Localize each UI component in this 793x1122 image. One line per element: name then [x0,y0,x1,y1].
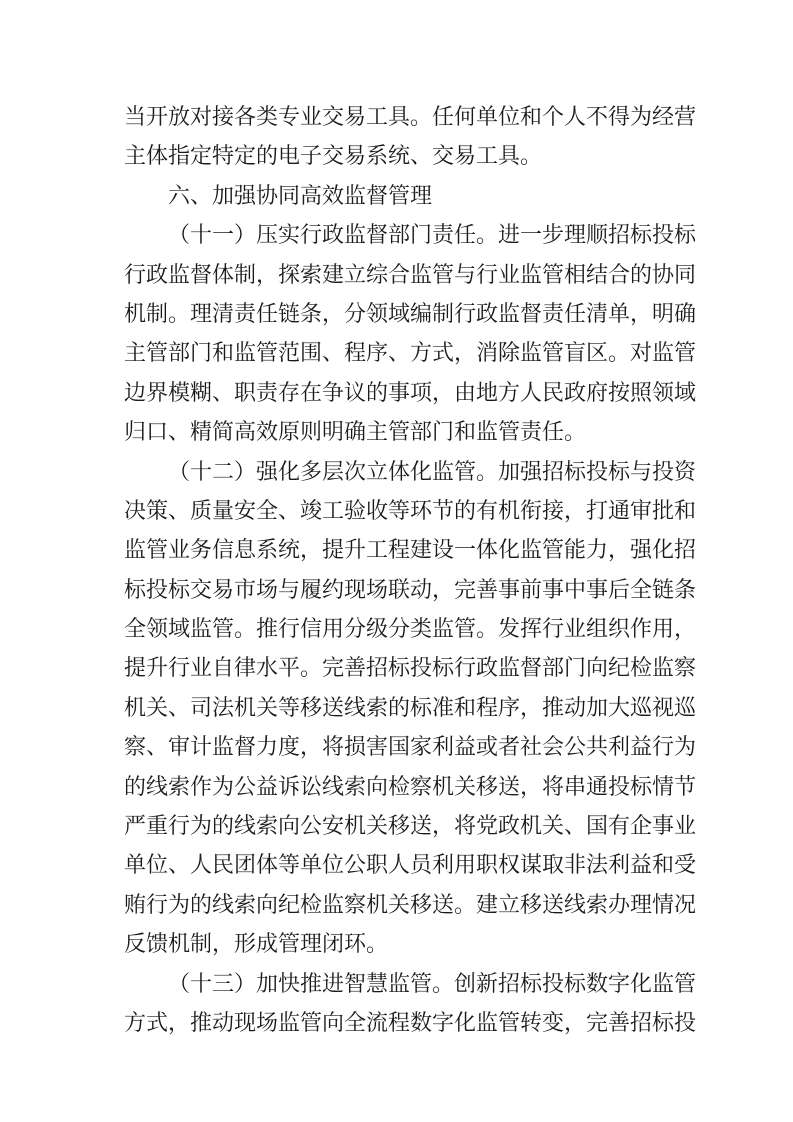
section-heading: 六、加强协同高效监督管理 [168,183,433,209]
text-line: 决策、质量安全、竣工验收等环节的有机衔接，打通审批和 [124,498,697,524]
text-line: 当开放对接各类专业交易工具。任何单位和个人不得为经营 [124,105,697,130]
text-line: 机制。理清责任链条，分领域编制行政监督责任清单，明确 [124,301,697,327]
text-line: 主管部门和监管范围、程序、方式，消除监管盲区。对监管 [124,341,697,367]
document-body [124,98,697,1043]
text-line: 归口、精简高效原则明确主管部门和监管责任。 [124,420,587,446]
text-line: 边界模糊、职责存在争议的事项，由地方人民政府按照领域 [124,380,697,406]
text-line: 监管业务信息系统，提升工程建设一体化监管能力，强化招 [124,538,697,564]
text-line: 反馈机制，形成管理闭环。 [124,932,389,958]
paragraph-start-line: （十一）压实行政监督部门责任。进一步理顺招标投标 [168,223,697,249]
paragraph-start-line: （十二）强化多层次立体化监管。加强招标投标与投资 [168,459,697,485]
text-line: 的线索作为公益诉讼线索向检察机关移送，将串通投标情节 [124,774,697,800]
text-line: 严重行为的线索向公安机关移送，将党政机关、国有企事业 [124,814,697,840]
text-line: 行政监督体制，探索建立综合监管与行业监管相结合的协同 [124,262,697,288]
text-line: 标投标交易市场与履约现场联动，完善事前事中事后全链条 [124,577,697,603]
text-line: 单位、人民团体等单位公职人员利用职权谋取非法利益和受 [124,853,697,879]
text-line: 提升行业自律水平。完善招标投标行政监督部门向纪检监察 [124,656,697,682]
text-line: 贿行为的线索向纪检监察机关移送。建立移送线索办理情况 [124,892,697,918]
text-line: 机关、司法机关等移送线索的标准和程序，推动加大巡视巡 [124,695,697,721]
text-line: 察、审计监督力度，将损害国家利益或者社会公共利益行为 [124,735,697,761]
paragraph-start-line: （十三）加快推进智慧监管。创新招标投标数字化监管 [168,971,697,997]
text-line: 方式，推动现场监管向全流程数字化监管转变，完善招标投 [124,1010,697,1036]
text-line: 主体指定特定的电子交易系统、交易工具。 [124,144,543,170]
text-line: 全领域监管。推行信用分级分类监管。发挥行业组织作用， [124,617,697,643]
